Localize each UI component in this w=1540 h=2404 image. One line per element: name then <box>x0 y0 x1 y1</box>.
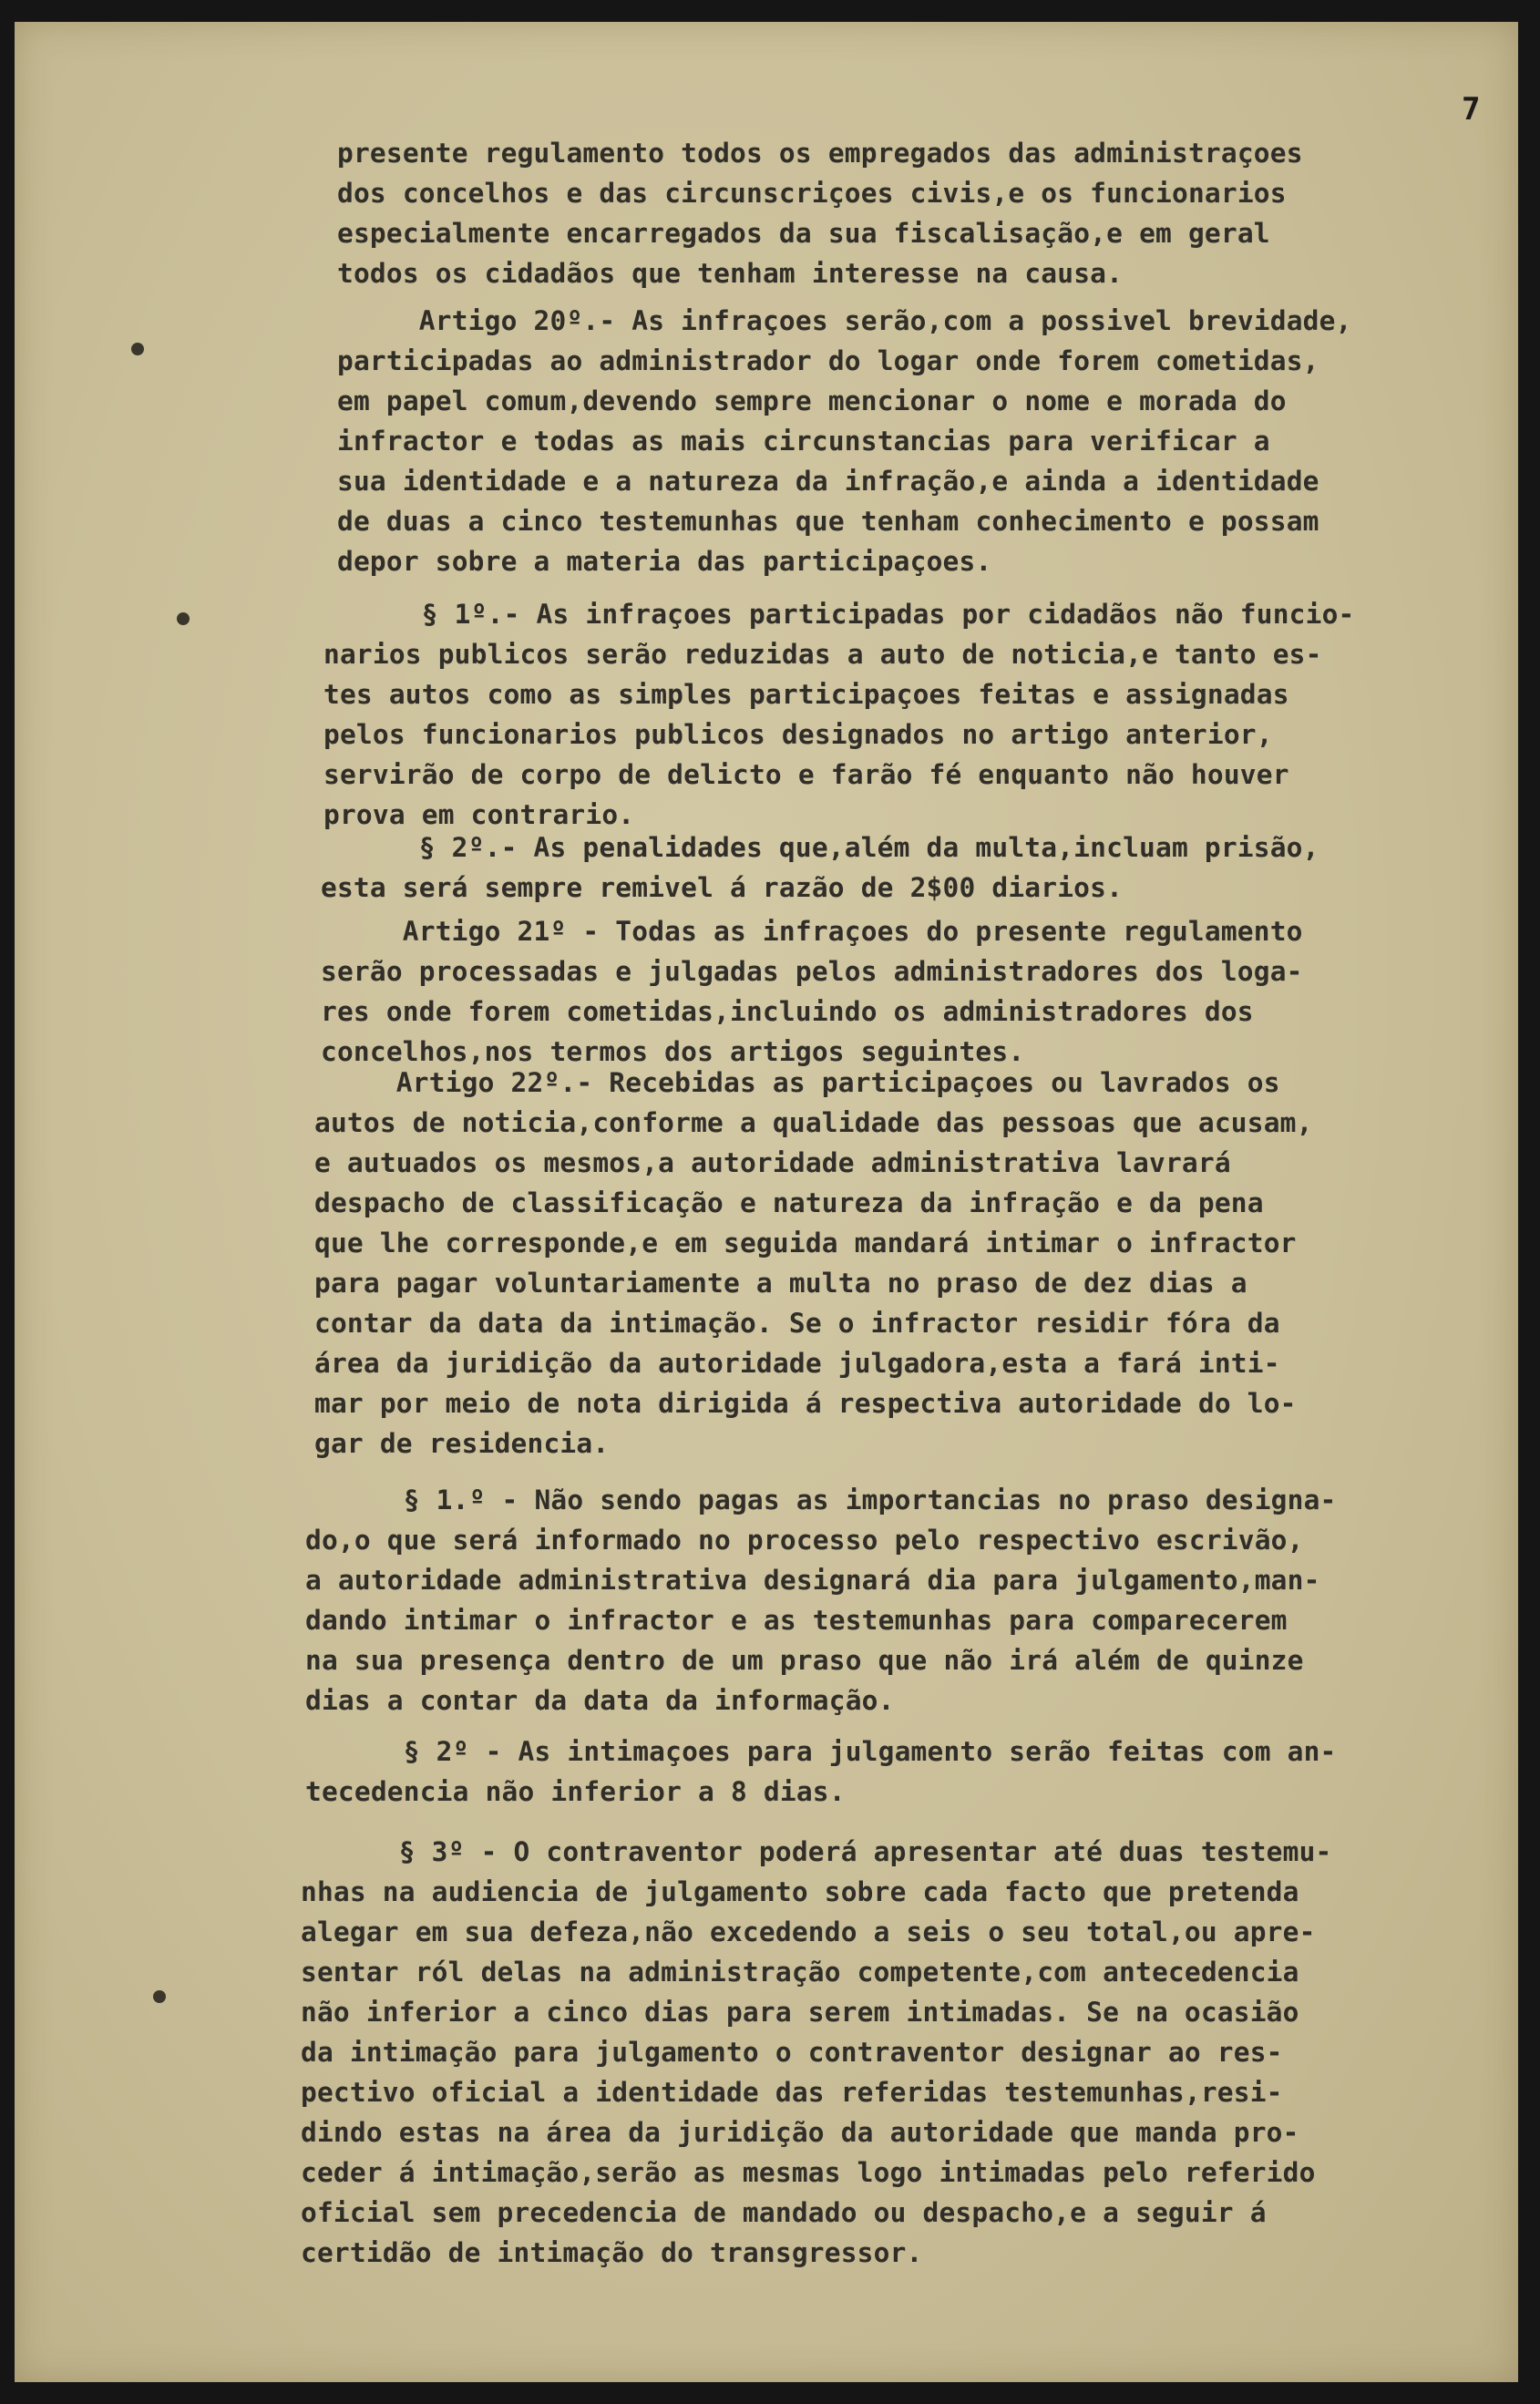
page-number: 7 <box>1462 91 1481 128</box>
staple-hole <box>131 343 144 355</box>
article-22-section-3: § 3º - O contraventor poderá apresentar até duas testemu- nhas na audiencia de julgamento sobre cada facto que pretenda alegar em sua defeza,não excedendo a seis o seu total,ou apre- sentar ról delas na administração competente,com antecedencia não inferior a cinco dias para serem intimadas. Se na ocasião da intimação para julgamento o contraventor designar ao res- pectivo oficial a identidade das referidas testemunhas,resi- dindo estas na área da juridição da autoridade que manda pro- ceder á intimação,serão as mesmas logo intimadas pelo referido oficial sem precedencia de mandado ou despacho,e a seguir á certidão de intimação do transgressor. <box>301 1836 1332 2268</box>
article-20-section-2: § 2º.- As penalidades que,além da multa,incluam prisão, esta será sempre remivel á razão de 2$00 diarios. <box>321 832 1319 903</box>
article-22-section-2: § 2º - As intimaçoes para julgamento serão feitas com an- tecedencia não inferior a 8 dias. <box>305 1736 1337 1807</box>
article-22-section-1: § 1.º - Não sendo pagas as importancias no praso designa- do,o que será informado no processo pelo respectivo escrivão, a autoridade administrativa designará dia para julgamento,man- dando intimar o infractor e as testemunhas para comparecerem na sua presença dentro de um praso que não irá além de quinze dias a contar da data da informação. <box>305 1485 1337 1716</box>
staple-hole <box>177 612 190 625</box>
article-22: Artigo 22º.- Recebidas as participaçoes ou lavrados os autos de noticia,conforme a qualidade das pessoas que acusam, e autuados os mesmos,a autoridade administrativa lavrará despacho de classificação e natureza da infração e da pena que lhe corresponde,e em seguida mandará intimar o infractor para pagar voluntariamente a multa no praso de dez dias a contar da data da intimação. Se o infractor residir fóra da área da juridição da autoridade julgadora,esta a fará inti- mar por meio de nota dirigida á respectiva autoridade do lo- gar de residencia. <box>314 1067 1313 1459</box>
staple-hole <box>153 1990 166 2003</box>
paragraph-continuation: presente regulamento todos os empregados das administraçoes dos concelhos e das circunscriçoes civis,e os funcionarios especialmente encarregados da sua fiscalisação,e em geral todos os cidadãos que tenham interesse na causa. <box>337 138 1303 289</box>
article-21: Artigo 21º - Todas as infraçoes do presente regulamento serão processadas e julgadas pelos administradores dos loga- res onde forem cometidas,incluindo os administradores dos concelhos,nos termos dos artigos seguintes. <box>321 916 1303 1067</box>
article-20: Artigo 20º.- As infraçoes serão,com a possivel brevidade, participadas ao administrador do logar onde forem cometidas, em papel comum,devendo sempre mencionar o nome e morada do infractor e todas as mais circunstancias para verificar a sua identidade e a natureza da infração,e ainda a identidade de duas a cinco testemunhas que tenham conhecimento e possam depor sobre a materia das participaçoes. <box>337 305 1352 577</box>
article-20-section-1: § 1º.- As infraçoes participadas por cidadãos não funcio- narios publicos serão reduzidas a auto de noticia,e tanto es- tes autos como as simples participaçoes feitas e assignadas pelos funcionarios publicos designados no artigo anterior, servirão de corpo de delicto e farão fé enquanto não houver prova em contrario. <box>323 599 1355 830</box>
